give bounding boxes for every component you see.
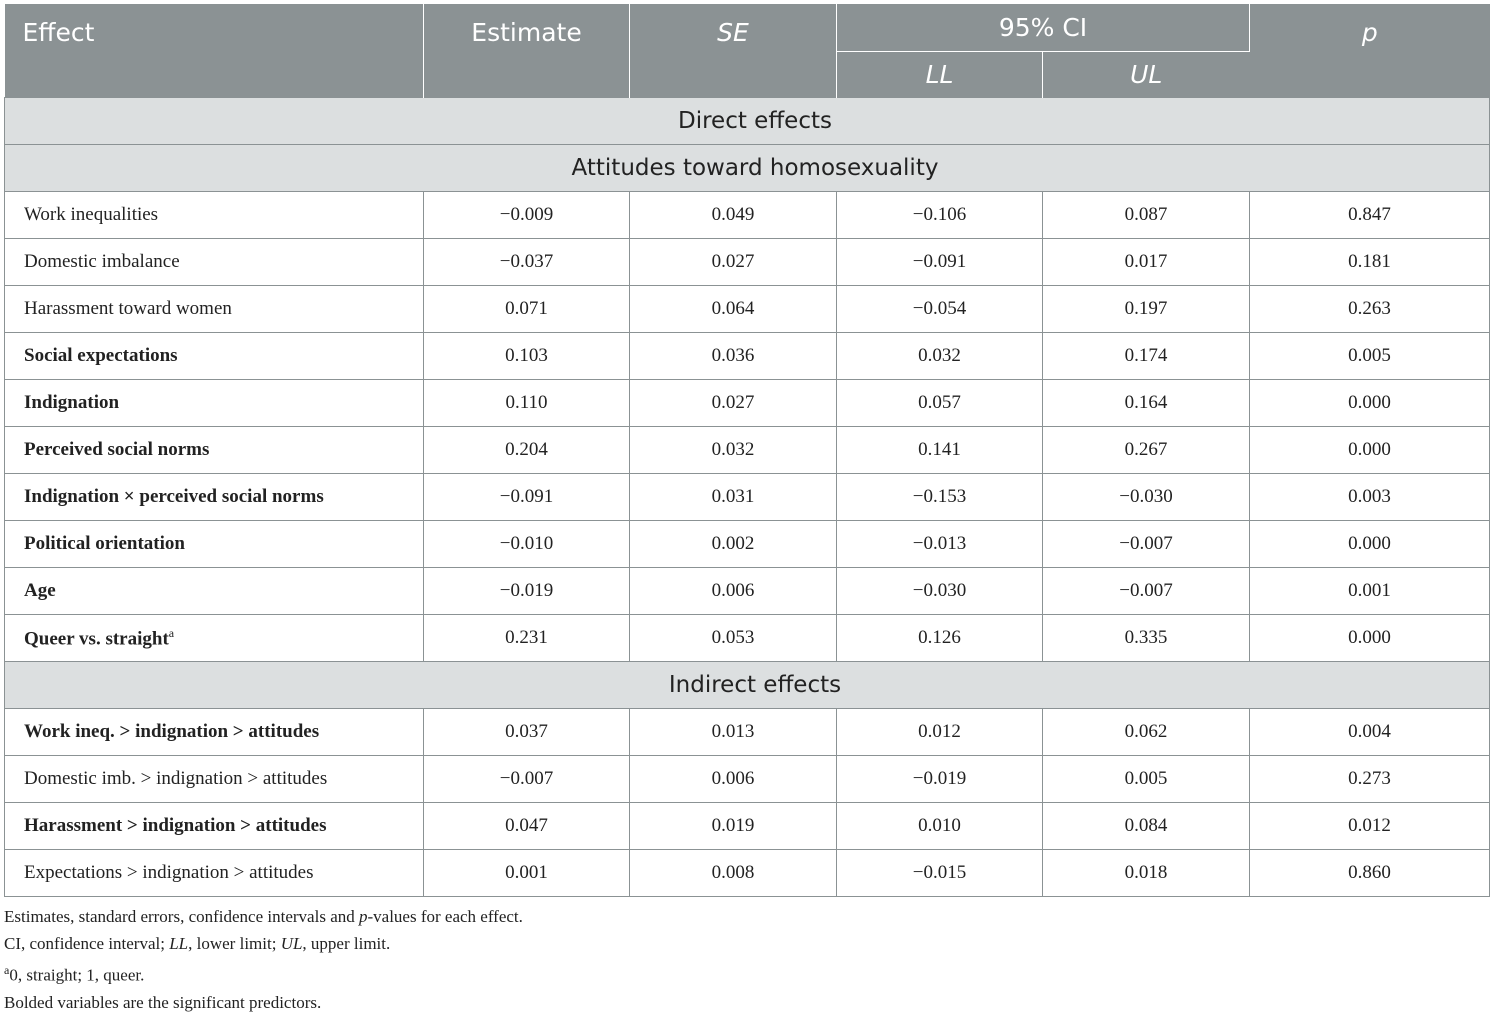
header-estimate: Estimate: [424, 4, 630, 98]
effect-label: Indignation × perceived social norms: [5, 474, 424, 521]
effect-label: Expectations > indignation > attitudes: [5, 850, 424, 897]
cell-ul: 0.005: [1043, 756, 1250, 803]
table-row: [5, 239, 1490, 286]
cell-se: 0.053: [630, 615, 837, 662]
cell-ul: 0.062: [1043, 709, 1250, 756]
effect-label: Perceived social norms: [5, 427, 424, 474]
cell-estimate: 0.047: [424, 803, 630, 850]
cell-se: 0.027: [630, 239, 837, 286]
effect-label: Political orientation: [5, 521, 424, 568]
cell-p: 0.000: [1250, 380, 1490, 427]
cell-ll: −0.091: [837, 239, 1043, 286]
cell-ul: 0.335: [1043, 615, 1250, 662]
cell-ul: 0.174: [1043, 333, 1250, 380]
effect-label: Harassment > indignation > attitudes: [5, 803, 424, 850]
cell-estimate: 0.103: [424, 333, 630, 380]
cell-estimate: −0.091: [424, 474, 630, 521]
effect-label: Work ineq. > indignation > attitudes: [5, 709, 424, 756]
cell-ul: −0.007: [1043, 568, 1250, 615]
cell-estimate: 0.001: [424, 850, 630, 897]
cell-ul: 0.018: [1043, 850, 1250, 897]
cell-ul: 0.017: [1043, 239, 1250, 286]
cell-estimate: −0.009: [424, 192, 630, 239]
header-effect: Effect: [5, 4, 424, 98]
table-row: [5, 474, 1490, 521]
table-row: [5, 380, 1490, 427]
cell-estimate: −0.007: [424, 756, 630, 803]
table-row: [5, 521, 1490, 568]
cell-se: 0.008: [630, 850, 837, 897]
cell-estimate: −0.010: [424, 521, 630, 568]
section-indirect-effects: Indirect effects: [5, 662, 1490, 709]
cell-ul: 0.164: [1043, 380, 1250, 427]
section-attitudes: Attitudes toward homosexuality: [5, 145, 1490, 192]
header-ci: 95% CI: [837, 4, 1250, 52]
header-p: p: [1250, 4, 1490, 98]
cell-ll: −0.015: [837, 850, 1043, 897]
effect-label: Queer vs. straight$^a$: [5, 615, 424, 662]
header-ll: LL: [837, 52, 1043, 98]
effect-label: Harassment toward women: [5, 286, 424, 333]
cell-se: 0.006: [630, 756, 837, 803]
cell-ul: 0.087: [1043, 192, 1250, 239]
cell-p: 0.003: [1250, 474, 1490, 521]
cell-se: 0.027: [630, 380, 837, 427]
cell-se: 0.013: [630, 709, 837, 756]
cell-se: 0.006: [630, 568, 837, 615]
cell-se: 0.002: [630, 521, 837, 568]
table-body: [5, 98, 1490, 897]
table-row: [5, 333, 1490, 380]
cell-se: 0.032: [630, 427, 837, 474]
effect-label: Social expectations: [5, 333, 424, 380]
table-row: [5, 709, 1490, 756]
cell-ll: −0.013: [837, 521, 1043, 568]
cell-ll: 0.057: [837, 380, 1043, 427]
note-line-4: Bolded variables are the significant predictors.: [4, 992, 322, 1012]
cell-p: 0.012: [1250, 803, 1490, 850]
cell-se: 0.019: [630, 803, 837, 850]
cell-ul: −0.030: [1043, 474, 1250, 521]
cell-estimate: 0.231: [424, 615, 630, 662]
effect-label: Domestic imbalance: [5, 239, 424, 286]
cell-ll: −0.030: [837, 568, 1043, 615]
note-line-3: $^a$0, straight; 1, queer.: [4, 963, 145, 985]
cell-p: 0.000: [1250, 615, 1490, 662]
results-table-container: [4, 4, 1489, 897]
cell-ll: −0.054: [837, 286, 1043, 333]
cell-ll: −0.153: [837, 474, 1043, 521]
cell-ll: 0.010: [837, 803, 1043, 850]
cell-estimate: 0.204: [424, 427, 630, 474]
table-row: [5, 756, 1490, 803]
cell-ll: −0.106: [837, 192, 1043, 239]
table-row: [5, 850, 1490, 897]
cell-estimate: 0.110: [424, 380, 630, 427]
note-line-2: CI, confidence interval; LL, lower limit; UL, upper limit.: [4, 934, 391, 953]
cell-ll: 0.126: [837, 615, 1043, 662]
cell-estimate: 0.037: [424, 709, 630, 756]
header-ul: UL: [1043, 52, 1250, 98]
cell-estimate: −0.019: [424, 568, 630, 615]
note-line-1: Estimates, standard errors, confidence intervals and p-values for each effect.: [4, 907, 523, 926]
cell-estimate: 0.071: [424, 286, 630, 333]
cell-se: 0.031: [630, 474, 837, 521]
cell-p: 0.860: [1250, 850, 1490, 897]
effect-label: Age: [5, 568, 424, 615]
cell-p: 0.004: [1250, 709, 1490, 756]
cell-se: 0.036: [630, 333, 837, 380]
table-row: [5, 192, 1490, 239]
cell-ul: −0.007: [1043, 521, 1250, 568]
cell-p: 0.181: [1250, 239, 1490, 286]
cell-p: 0.000: [1250, 521, 1490, 568]
cell-se: 0.049: [630, 192, 837, 239]
cell-p: 0.263: [1250, 286, 1490, 333]
header-se: SE: [630, 4, 837, 98]
cell-ul: 0.197: [1043, 286, 1250, 333]
table-row: [5, 615, 1490, 662]
cell-p: 0.001: [1250, 568, 1490, 615]
results-table: [4, 4, 1490, 897]
table-row: [5, 568, 1490, 615]
cell-ul: 0.084: [1043, 803, 1250, 850]
cell-p: 0.847: [1250, 192, 1490, 239]
table-row: [5, 286, 1490, 333]
cell-ll: 0.141: [837, 427, 1043, 474]
cell-estimate: −0.037: [424, 239, 630, 286]
effect-label: Work inequalities: [5, 192, 424, 239]
effect-label: Indignation: [5, 380, 424, 427]
cell-ul: 0.267: [1043, 427, 1250, 474]
cell-p: 0.000: [1250, 427, 1490, 474]
cell-se: 0.064: [630, 286, 837, 333]
table-row: [5, 803, 1490, 850]
table-header: [5, 4, 1490, 98]
cell-p: 0.273: [1250, 756, 1490, 803]
table-row: [5, 427, 1490, 474]
table-notes: [4, 903, 523, 1016]
section-direct-effects: Direct effects: [5, 98, 1490, 145]
cell-ll: 0.012: [837, 709, 1043, 756]
cell-ll: 0.032: [837, 333, 1043, 380]
cell-p: 0.005: [1250, 333, 1490, 380]
cell-ll: −0.019: [837, 756, 1043, 803]
effect-label: Domestic imb. > indignation > attitudes: [5, 756, 424, 803]
